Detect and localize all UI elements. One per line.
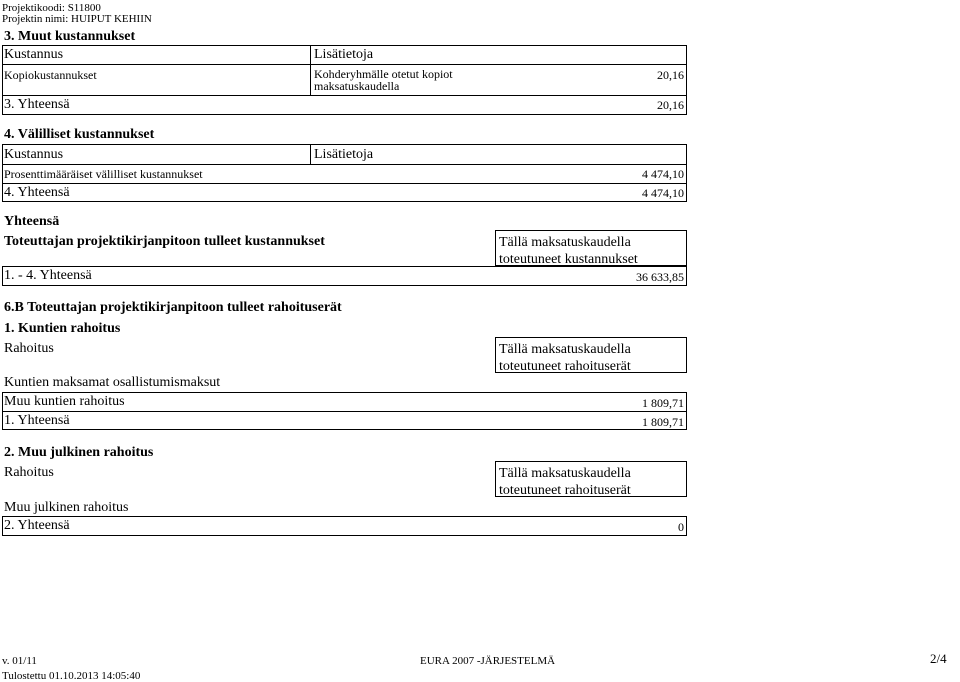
sub1-row2-value: 1 809,71 — [642, 396, 684, 410]
footer-printed: Tulostettu 01.10.2013 14:05:40 — [2, 670, 141, 682]
sub2-col-label: Rahoitus — [4, 465, 54, 480]
footer-system: EURA 2007 -JÄRJESTELMÄ — [420, 655, 556, 667]
section4-title: 4. Välilliset kustannukset — [4, 127, 155, 142]
sub1-col-label: Rahoitus — [4, 341, 54, 356]
project-code: Projektikoodi: S11800 — [2, 2, 101, 14]
section3-row-info: Kohderyhmälle otetut kopiot maksatuskaudella — [314, 67, 453, 93]
summary-title: Yhteensä — [4, 214, 60, 229]
section3-total-label: 3. Yhteensä — [4, 97, 70, 112]
section4-col-cost: Kustannus — [4, 147, 64, 162]
project-name: Projektin nimi: HUIPUT KEHIIN — [2, 13, 152, 25]
sub1-row2-label: Muu kuntien rahoitus — [4, 394, 125, 409]
section6b-title: 6.B Toteuttajan projektikirjanpitoon tulleet rahoituserät — [4, 300, 342, 315]
summary-col-header: Tällä maksatuskaudella toteutuneet kustannukset — [499, 235, 638, 267]
sub2-total-label: 2. Yhteensä — [4, 518, 70, 533]
sub1-title: 1. Kuntien rahoitus — [4, 321, 121, 336]
sub1-row1-label: Kuntien maksamat osallistumismaksut — [4, 375, 221, 390]
section4-row-value: 4 474,10 — [642, 167, 684, 181]
section4-total-label: 4. Yhteensä — [4, 185, 70, 200]
sub2-col-header: Tällä maksatuskaudella toteutuneet rahoituserät — [499, 466, 631, 498]
sub1-col-header: Tällä maksatuskaudella toteutuneet rahoituserät — [499, 342, 631, 374]
section3-col-info: Lisätietoja — [314, 47, 374, 62]
sub2-total-value: 0 — [678, 520, 684, 534]
sub2-row1-label: Muu julkinen rahoitus — [4, 500, 129, 515]
summary-total-label: 1. - 4. Yhteensä — [4, 268, 92, 283]
section3-row-label: Kopiokustannukset — [4, 68, 97, 82]
footer-page: 2/4 — [930, 651, 947, 666]
section4-row-label: Prosenttimääräiset välilliset kustannukset — [4, 167, 203, 181]
sub2-title: 2. Muu julkinen rahoitus — [4, 445, 154, 460]
sub1-total-value: 1 809,71 — [642, 415, 684, 429]
section3-total-value: 20,16 — [657, 98, 684, 112]
section3-row-value: 20,16 — [657, 68, 684, 82]
footer-version: v. 01/11 — [2, 655, 37, 667]
section4-col-info: Lisätietoja — [314, 147, 374, 162]
sub1-total-label: 1. Yhteensä — [4, 413, 70, 428]
summary-subtitle: Toteuttajan projektikirjanpitoon tulleet kustannukset — [4, 234, 325, 249]
section4-total-value: 4 474,10 — [642, 186, 684, 200]
section3-title: 3. Muut kustannukset — [4, 29, 136, 44]
section3-col-cost: Kustannus — [4, 47, 64, 62]
summary-total-value: 36 633,85 — [636, 270, 684, 284]
